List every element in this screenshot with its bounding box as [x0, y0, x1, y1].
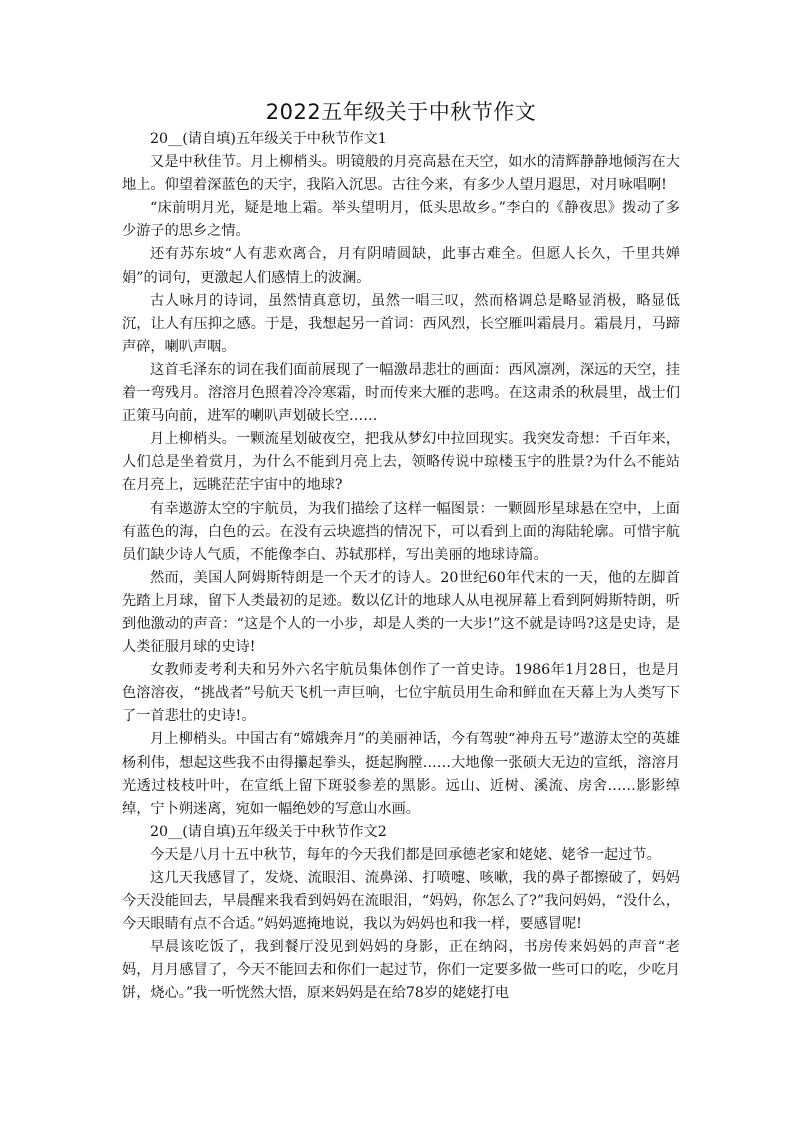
paragraph: 有幸遨游太空的宇航员，为我们描绘了这样一幅图景：一颗圆形星球悬在空中，上面有蓝色的海，白色的云。在没有云块遮挡的情况下，可以看到上面的海陆轮廓。可惜宇航员们缺少诗人气质，不能像李白、苏轼那样，写出美丽的地球诗篇。 [122, 500, 680, 563]
document-page [122, 96, 680, 1006]
essay-subheading: 20__(请自填)五年级关于中秋节作文2 [150, 823, 387, 840]
paragraph: “床前明月光，疑是地上霜。举头望明月，低头思故乡。”李白的《静夜思》拨动了多少游子的思乡之情。 [122, 200, 680, 240]
paragraph: 这几天我感冒了，发烧、流眼泪、流鼻涕、打喷嚏、咳嗽，我的鼻子都擦破了，妈妈今天没能回去，早晨醒来我看到妈妈在流眼泪，“妈妈，你怎么了?”我问妈妈，“没什么，今天眼睛有点不合适。”妈妈遮掩地说，我以为妈妈也和我一样，要感冒呢! [122, 870, 680, 933]
paragraph: 这首毛泽东的词在我们面前展现了一幅激昂悲壮的画面：西风凛冽，深远的天空，挂着一弯残月。溶溶月色照着冷冷寒霜，时而传来大雁的悲鸣。在这肃杀的秋晨里，战士们正策马向前，进军的喇叭声划破长空…… [122, 361, 680, 425]
paragraph: 还有苏东坡“人有悲欢离合，月有阴晴圆缺，此事古难全。但愿人长久，千里共婵娟”的词句，更激起人们感情上的波澜。 [122, 246, 680, 286]
document-title: 2022五年级关于中秋节作文 [265, 100, 537, 124]
essay-subheading: 20__(请自填)五年级关于中秋节作文1 [150, 131, 387, 147]
paragraph: 古人咏月的诗词，虽然情真意切，虽然一唱三叹，然而格调总是略显消极，略显低沉，让人有压抑之感。于是，我想起另一首词：西风烈，长空雁叫霜晨月。霜晨月，马蹄声碎，喇叭声咽。 [122, 292, 680, 355]
paragraph: 又是中秋佳节。月上柳梢头。明镜般的月亮高悬在天空，如水的清辉静静地倾泻在大地上。仰望着深蓝色的天宇，我陷入沉思。古往今来，有多少人望月遐思，对月咏唱啊! [122, 154, 680, 194]
paragraph: 月上柳梢头。一颗流星划破夜空，把我从梦幻中拉回现实。我突发奇想：千百年来，人们总是坐着赏月，为什么不能到月亮上去，领略传说中琼楼玉宇的胜景?为什么不能站在月亮上，远眺茫茫宇宙中的地球? [122, 431, 680, 494]
paragraph: 然而，美国人阿姆斯特朗是一个天才的诗人。20世纪60年代末的一天，他的左脚首先踏上月球，留下人类最初的足迹。数以亿计的地球人从电视屏幕上看到阿姆斯特朗，听到他激动的声音：“这是个人的一小步，却是人类的一大步!”这不就是诗吗?这是史诗，是人类征服月球的史诗! [122, 569, 680, 656]
paragraph: 今天是八月十五中秋节，每年的今天我们都是回承德老家和姥姥、姥爷一起过节。 [150, 846, 661, 863]
paragraph: 月上柳梢头。中国古有“嫦娥奔月”的美丽神话，今有驾驶“神舟五号”遨游太空的英雄杨利伟，想起这些我不由得攥起拳头，挺起胸膛……大地像一张硕大无边的宣纸，溶溶月光透过枝枝叶叶，在宣纸上留下斑驳参差的黑影。远山、近树、溪流、房舍……影影绰绰，宁卜朔迷离，宛如一幅绝妙的写意山水画。 [122, 731, 680, 817]
paragraph: 早晨该吃饭了，我到餐厅没见到妈妈的身影，正在纳闷，书房传来妈妈的声音“老妈，月月感冒了，今天不能回去和你们一起过节，你们一定要多做一些可口的吃，少吃月饼，烧心。”我一听恍然大悟，原来妈妈是在给78岁的姥姥打电 [122, 939, 680, 1002]
paragraph: 女教师麦考利夫和另外六名宇航员集体创作了一首史诗。1986年1月28日，也是月色溶溶夜，“挑战者”号航天飞机一声巨响，七位宇航员用生命和鲜血在天幕上为人类写下了一首悲壮的史诗!。 [122, 662, 680, 725]
document-body [122, 128, 680, 1006]
